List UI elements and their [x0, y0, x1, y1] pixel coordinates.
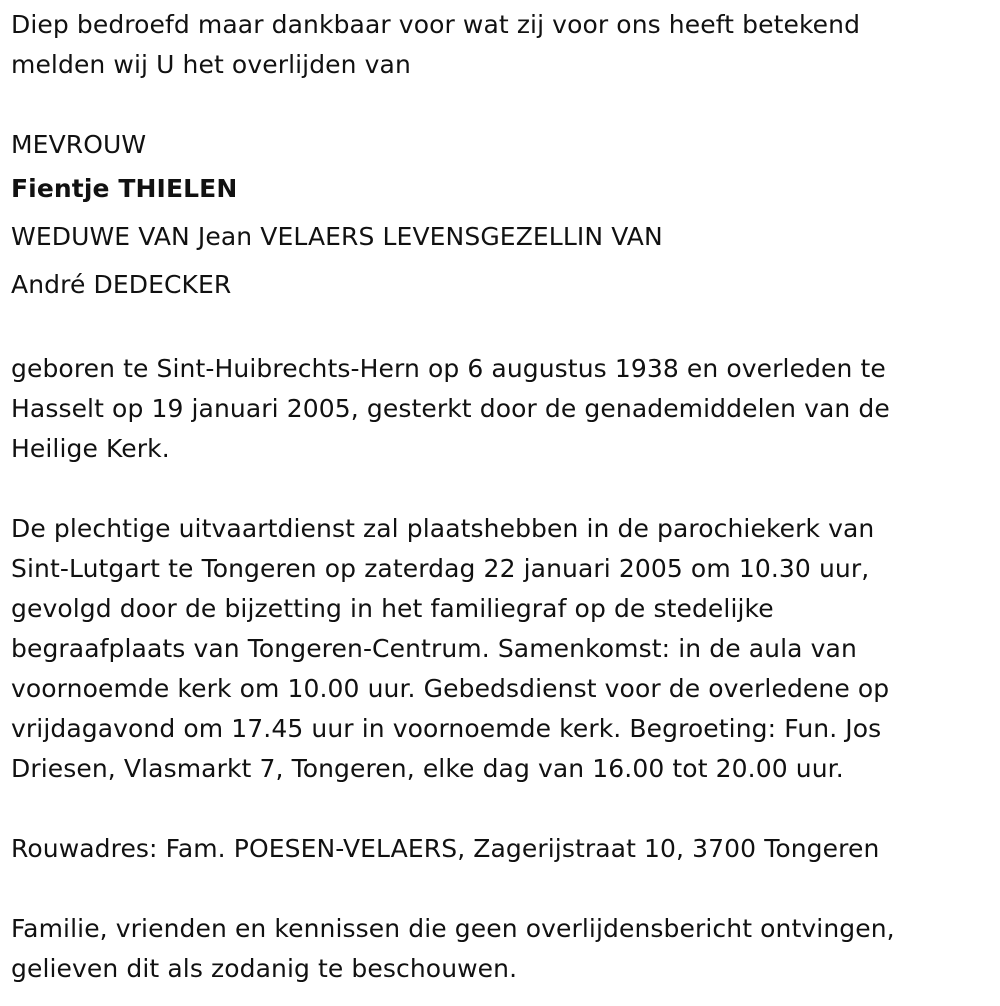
intro-line: Diep bedroefd maar dankbaar voor wat zij voor ons heeft betekend: [11, 10, 861, 39]
salutation: MEVROUW: [11, 130, 147, 159]
intro-paragraph: [11, 5, 991, 85]
relation-line: WEDUWE VAN Jean VELAERS LEVENSGEZELLIN VAN: [11, 222, 663, 251]
text-line: vrijdagavond om 17.45 uur in voornoemde kerk. Begroeting: Fun. Jos: [11, 714, 882, 743]
birth-death-paragraph: [11, 349, 991, 469]
obituary-document: [11, 5, 991, 989]
paragraph-gap: [11, 309, 991, 349]
text-line: geboren te Sint-Huibrechts-Hern op 6 augustus 1938 en overleden te: [11, 354, 886, 383]
relation-line: André DEDECKER: [11, 270, 232, 299]
paragraph-gap: [11, 85, 991, 125]
text-line: Heilige Kerk.: [11, 434, 170, 463]
paragraph-gap: [11, 789, 991, 829]
text-line: De plechtige uitvaartdienst zal plaatshebben in de parochiekerk van: [11, 514, 875, 543]
mourning-address: Rouwadres: Fam. POESEN-VELAERS, Zagerijstraat 10, 3700 Tongeren: [11, 834, 880, 863]
text-line: Familie, vrienden en kennissen die geen overlijdensbericht ontvingen,: [11, 914, 895, 943]
text-line: Hasselt op 19 januari 2005, gesterkt door de genademiddelen van de: [11, 394, 890, 423]
text-line: gelieven dit als zodanig te beschouwen.: [11, 954, 518, 983]
intro-line: melden wij U het overlijden van: [11, 50, 411, 79]
text-line: gevolgd door de bijzetting in het familiegraf op de stedelijke: [11, 594, 774, 623]
deceased-block: [11, 125, 991, 309]
text-line: Driesen, Vlasmarkt 7, Tongeren, elke dag van 16.00 tot 20.00 uur.: [11, 754, 844, 783]
text-line: begraafplaats van Tongeren-Centrum. Samenkomst: in de aula van: [11, 634, 857, 663]
deceased-name: Fientje THIELEN: [11, 174, 238, 203]
paragraph-gap: [11, 469, 991, 509]
paragraph-gap: [11, 869, 991, 909]
ceremony-paragraph: [11, 509, 991, 789]
text-line: Sint-Lutgart te Tongeren op zaterdag 22 januari 2005 om 10.30 uur,: [11, 554, 870, 583]
closing-paragraph: [11, 909, 991, 989]
text-line: voornoemde kerk om 10.00 uur. Gebedsdienst voor de overledene op: [11, 674, 890, 703]
address-paragraph: [11, 829, 991, 869]
